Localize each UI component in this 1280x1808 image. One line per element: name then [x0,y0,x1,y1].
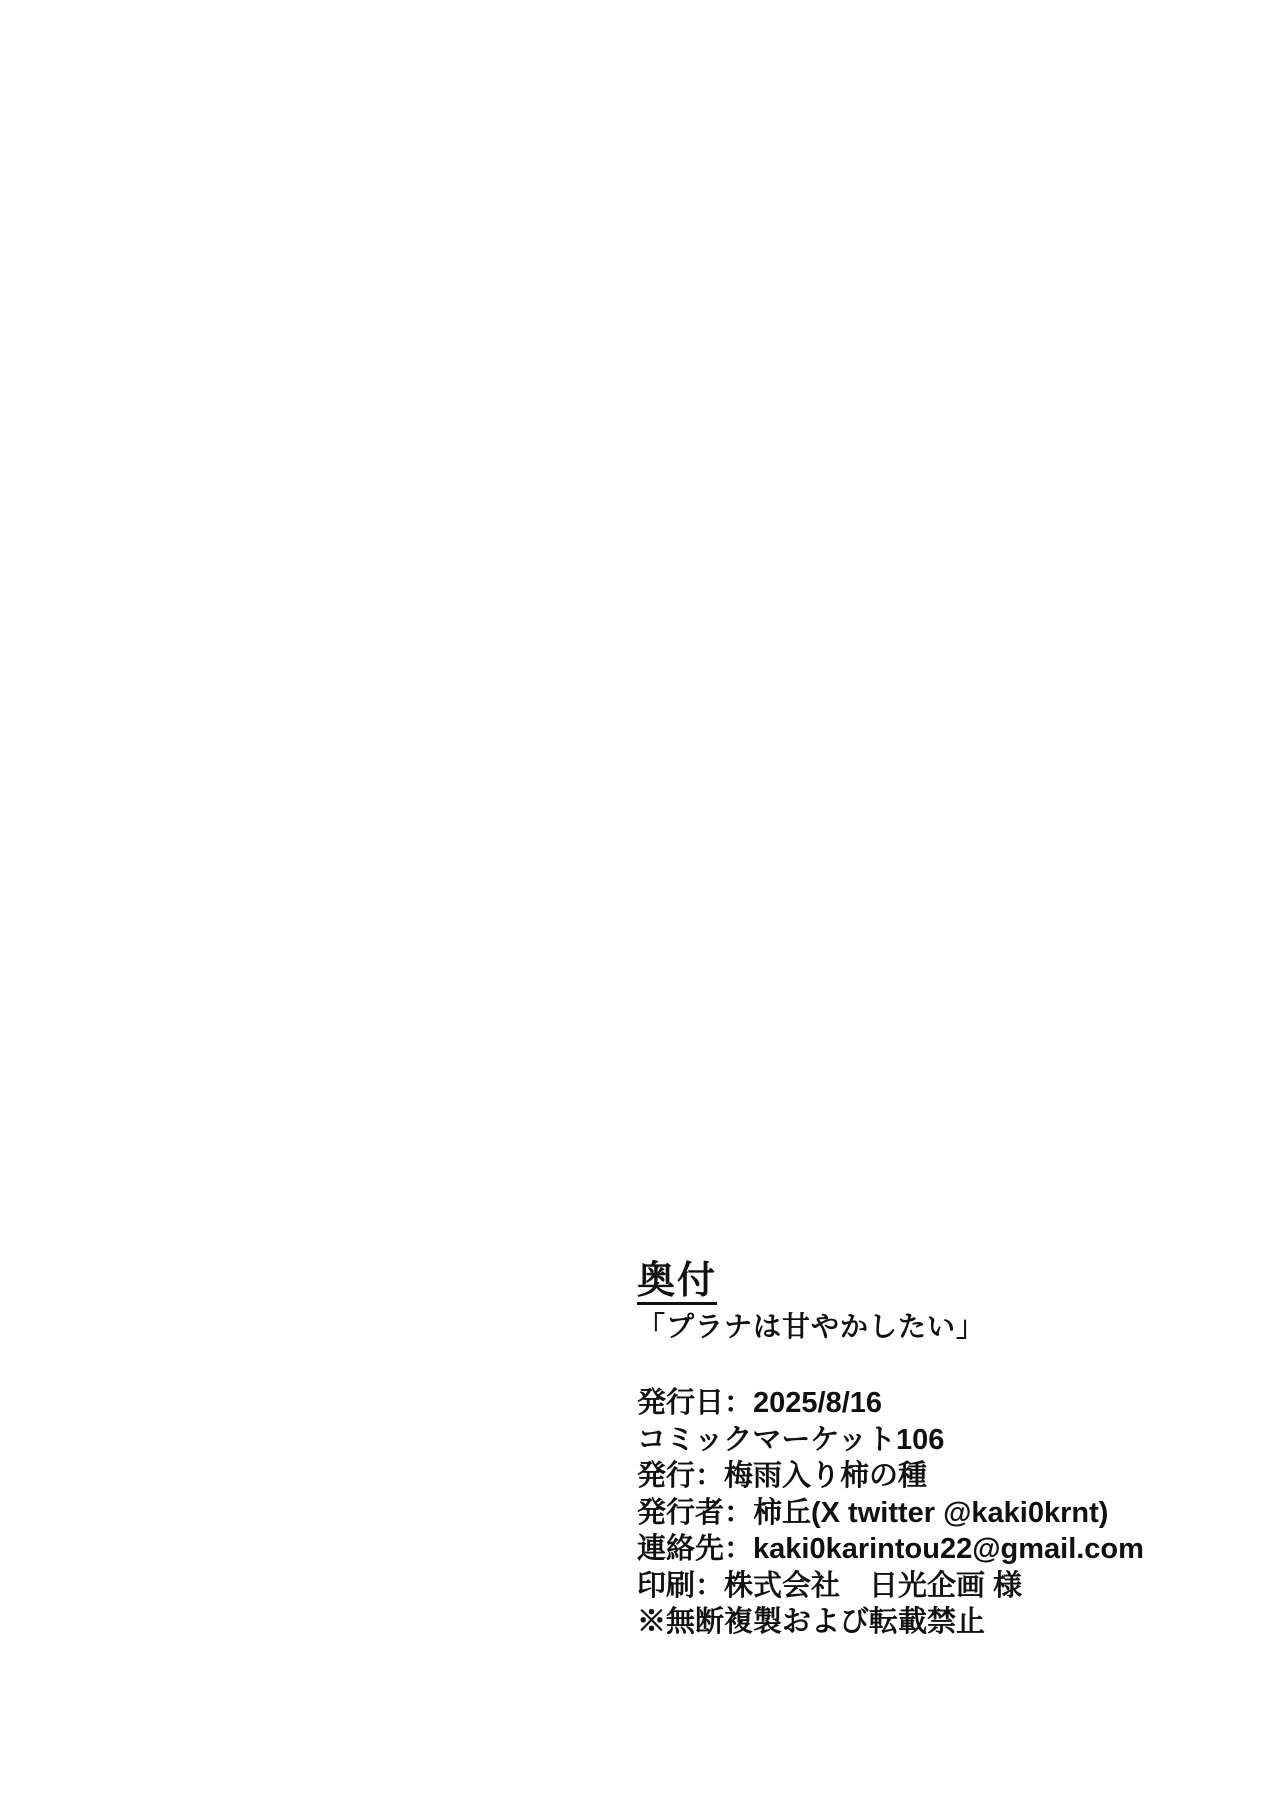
book-title: 「プラナは甘やかしたい」 [637,1312,986,1343]
line-printer: 印刷：株式会社 日光企画 様 [637,1569,1023,1602]
line-event: コミックマーケット106 [637,1423,945,1456]
colophon-block [637,1262,1197,1641]
colophon-heading: 奥付 [637,1262,717,1305]
colophon-details [637,1385,1197,1641]
line-publish-date: 発行日：2025/8/16 [637,1387,883,1419]
line-copyright-notice: ※無断複製および転載禁止 [637,1606,986,1638]
line-publisher-circle: 発行：梅雨入り柿の種 [637,1460,928,1492]
line-author: 発行者：柿丘(X twitter @kaki0krnt) [637,1496,1109,1529]
line-contact-email: 連絡先：kaki0karintou22@gmail.com [637,1533,1144,1565]
